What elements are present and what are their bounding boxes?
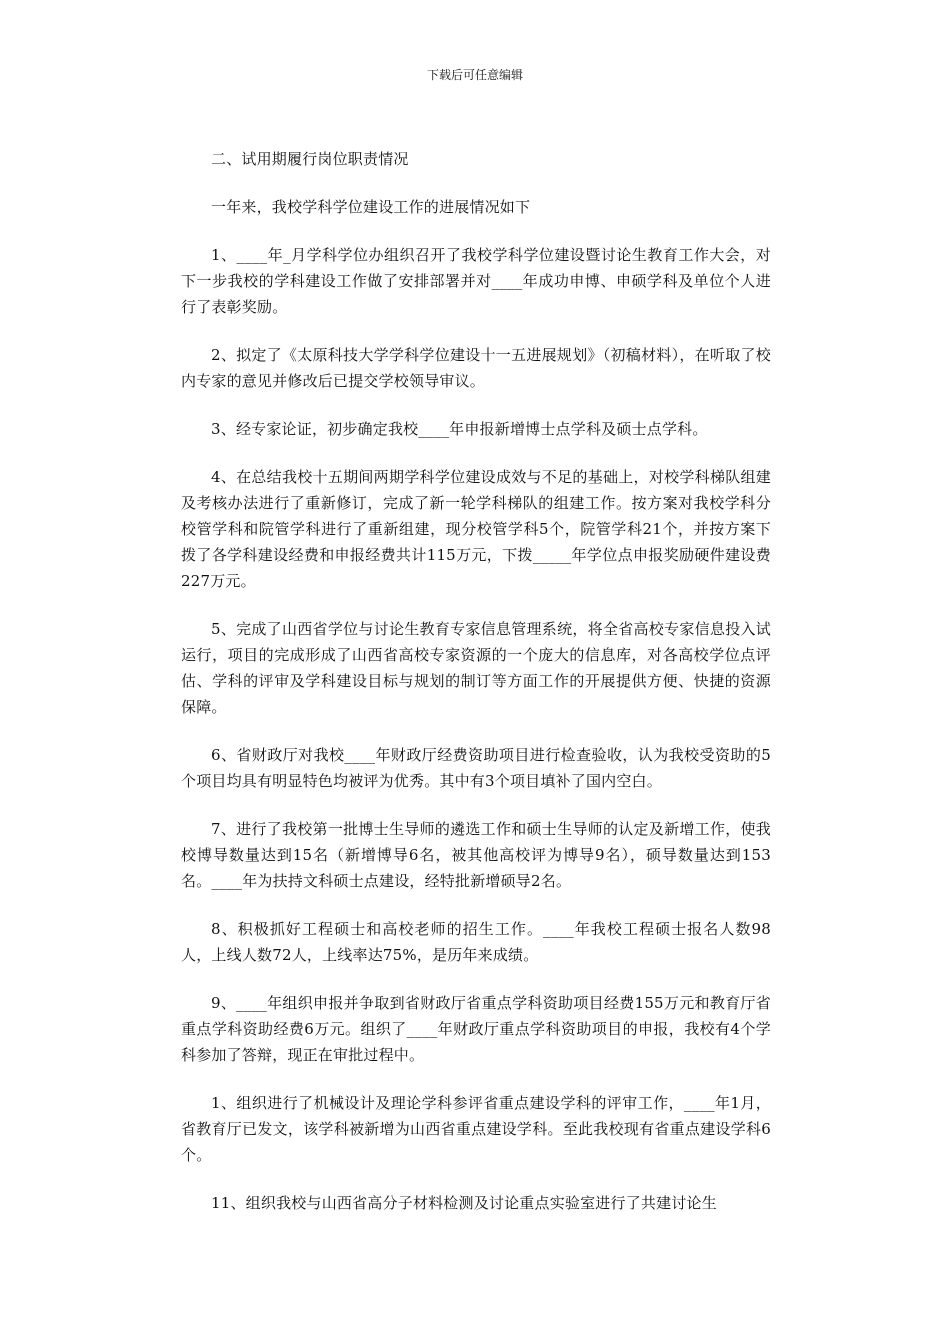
page-header-note: 下载后可任意编辑 — [426, 68, 523, 82]
paragraph-1: 1、____年_月学科学位办组织召开了我校学科学位建设暨讨论生教育工作大会，对下一步我校的学科建设工作做了安排部署并对____年成功申博、申硕学科及单位个人进行了表彰奖励。 — [181, 246, 771, 316]
paragraph-8: 8、积极抓好工程硕士和高校老师的招生工作。____年我校工程硕士报名人数98人，上线人数72人，上线率达75%，是历年来成绩。 — [181, 920, 771, 964]
paragraph-2: 2、拟定了《太原科技大学学科学位建设十一五进展规划》（初稿材料），在听取了校内专家的意见并修改后已提交学校领导审议。 — [181, 346, 771, 390]
paragraph-11: 11、组织我校与山西省高分子材料检测及讨论重点实验室进行了共建讨论生 — [211, 1194, 717, 1212]
paragraph-10: 1、组织进行了机械设计及理论学科参评省重点建设学科的评审工作，____年1月，省教育厅已发文，该学科被新增为山西省重点建设学科。至此我校现有省重点建设学科6个。 — [181, 1094, 771, 1164]
paragraph-3: 3、经专家论证，初步确定我校____年申报新增博士点学科及硕士点学科。 — [211, 420, 708, 438]
paragraph-7: 7、进行了我校第一批博士生导师的遴选工作和硕士生导师的认定及新增工作，使我校博导数量达到15名（新增博导6名，被其他高校评为博导9名），硕导数量达到153名。____年为扶持文科硕士点建设，经特批新增硕导2名。 — [181, 820, 771, 890]
intro-paragraph: 一年来，我校学科学位建设工作的进展情况如下 — [211, 198, 531, 216]
paragraph-6: 6、省财政厅对我校____年财政厅经费资助项目进行检查验收，认为我校受资助的5个项目均具有明显特色均被评为优秀。其中有3个项目填补了国内空白。 — [181, 746, 771, 790]
section-title: 二、试用期履行岗位职责情况 — [211, 150, 409, 168]
paragraph-4: 4、在总结我校十五期间两期学科学位建设成效与不足的基础上，对校学科梯队组建及考核办法进行了重新修订，完成了新一轮学科梯队的组建工作。按方案对我校学科分校管学科和院管学科进行了重新组建，现分校管学科5个，院管学科21个，并按方案下拨了各学科建设经费和申报经费共计115万元，下拨_____年学位点申报奖励硬件建设费227万元。 — [181, 468, 771, 590]
paragraph-5: 5、完成了山西省学位与讨论生教育专家信息管理系统，将全省高校专家信息投入试运行，项目的完成形成了山西省高校专家资源的一个庞大的信息库，对各高校学位点评估、学科的评审及学科建设目标与规划的制订等方面工作的开展提供方便、快捷的资源保障。 — [181, 620, 771, 716]
document-body — [181, 146, 771, 1238]
paragraph-9: 9、____年组织申报并争取到省财政厅省重点学科资助项目经费155万元和教育厅省重点学科资助经费6万元。组织了____年财政厅重点学科资助项目的申报，我校有4个学科参加了答辩，现正在审批过程中。 — [181, 994, 771, 1064]
